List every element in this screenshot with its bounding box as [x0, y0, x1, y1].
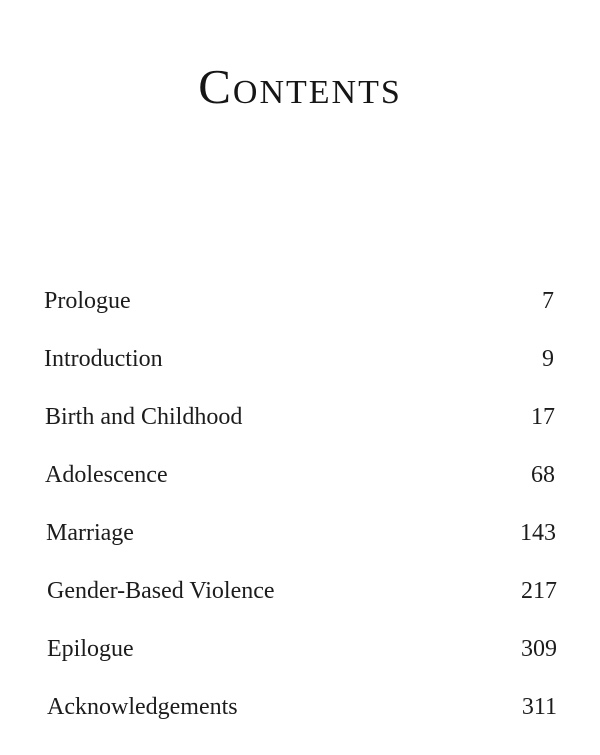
- toc-entry-page-number: 311: [521, 694, 557, 720]
- toc-entry-page-number: 68: [531, 462, 555, 488]
- page-title: Contents: [198, 59, 402, 114]
- toc-entry[interactable]: [45, 462, 557, 520]
- toc-entry-label: Prologue: [44, 288, 131, 314]
- toc-entry[interactable]: [47, 578, 559, 636]
- toc-entry[interactable]: [45, 404, 557, 462]
- toc-entry[interactable]: [44, 288, 556, 346]
- toc-entry-page-number: 309: [521, 636, 557, 662]
- toc-entry[interactable]: [47, 636, 559, 694]
- toc-entry-label: Gender-Based Violence: [47, 578, 275, 604]
- toc-entry-page-number: 217: [521, 578, 557, 604]
- toc-entry-page-number: 9: [542, 346, 554, 372]
- table-of-contents: [44, 288, 556, 752]
- toc-entry[interactable]: [46, 520, 558, 578]
- toc-entry-page-number: 7: [542, 288, 554, 314]
- toc-entry-label: Birth and Childhood: [45, 404, 243, 430]
- toc-entry-label: Epilogue: [47, 636, 134, 662]
- toc-entry-label: Marriage: [46, 520, 134, 546]
- toc-entry-label: Introduction: [44, 346, 163, 372]
- toc-entry-page-number: 143: [520, 520, 556, 546]
- toc-entry-label: Acknowledgements: [47, 694, 238, 720]
- toc-entry-label: Adolescence: [45, 462, 168, 488]
- toc-entry[interactable]: [47, 694, 559, 752]
- toc-entry-page-number: 17: [531, 404, 555, 430]
- toc-entry[interactable]: [44, 346, 556, 404]
